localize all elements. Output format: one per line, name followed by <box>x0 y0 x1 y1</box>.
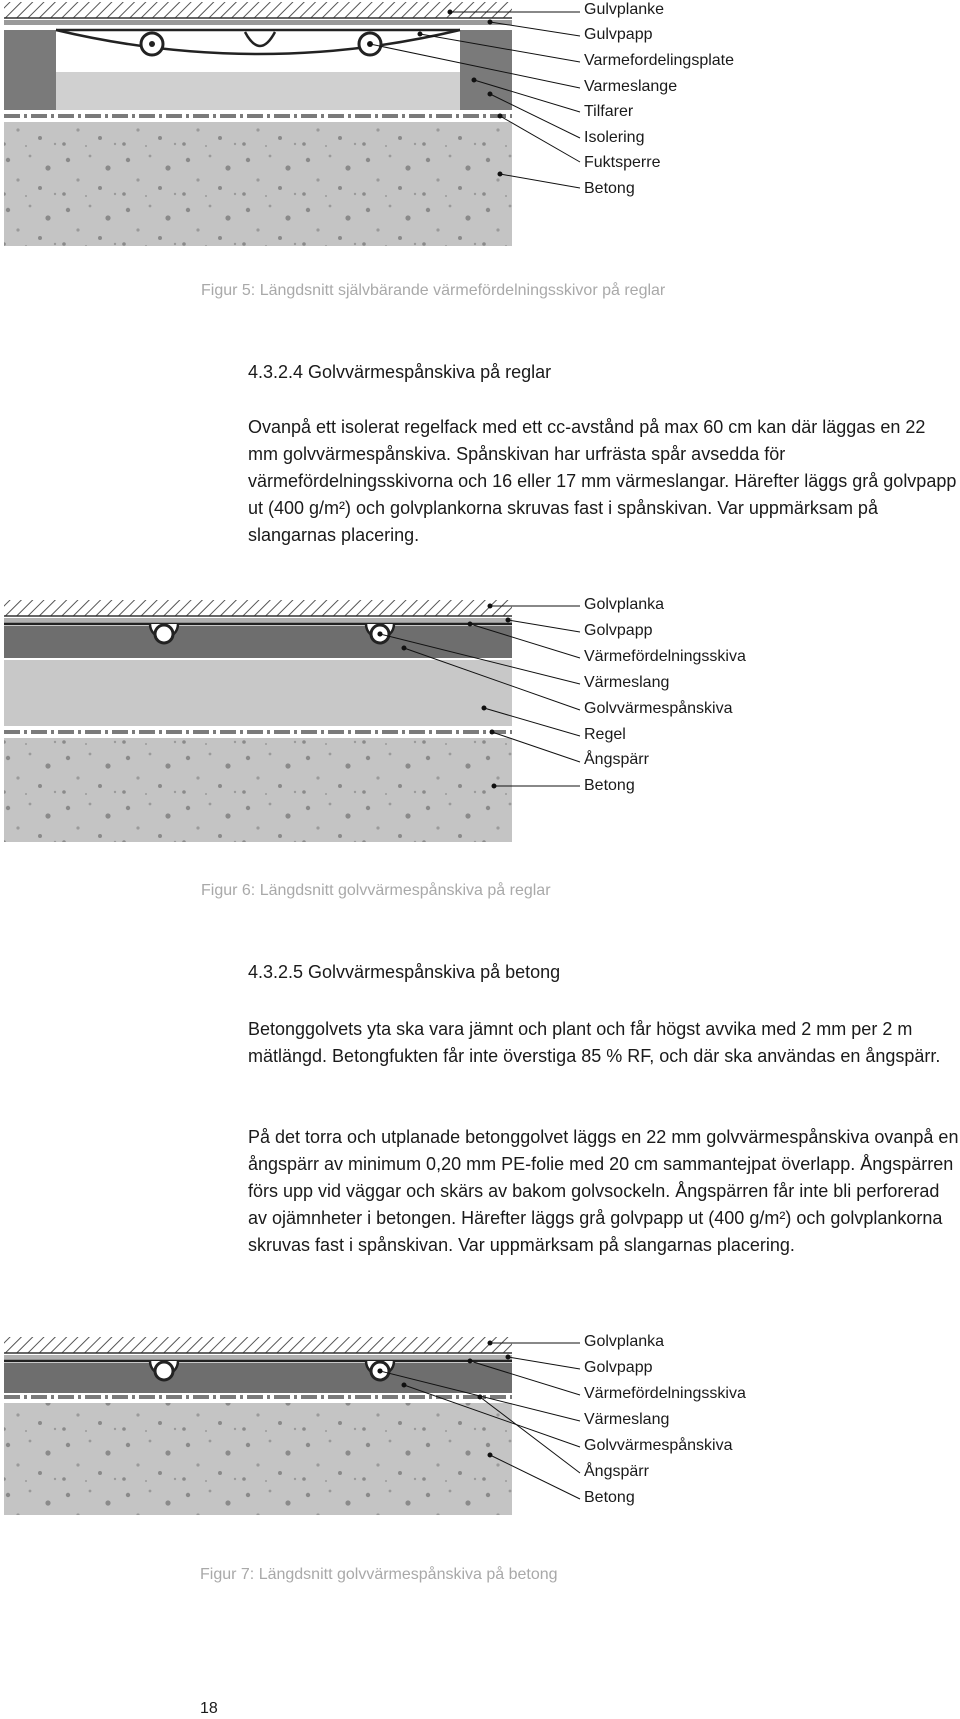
label-varmefordelingsplate: Varmefordelingsplate <box>584 52 735 69</box>
label-golvvarmespanskiva: Golvvärmespånskiva <box>584 700 733 717</box>
concrete <box>4 738 512 842</box>
concrete <box>4 122 512 246</box>
page-number: 18 <box>200 1700 218 1717</box>
label-angsparr: Ångspärr <box>584 1463 649 1480</box>
label-betong: Betong <box>584 777 635 794</box>
heating-board <box>4 626 512 658</box>
label-betong: Betong <box>584 1489 635 1506</box>
section-paragraph: Betonggolvets yta ska vara jämnt och plant och får högst avvika med 2 mm per 2 m mätlängd. Betongfukten får inte överstiga 85 % RF, och där ska användas en ångspärr. <box>248 1019 941 1066</box>
figure-6 <box>0 598 960 848</box>
section-heading: 4.3.2.4 Golvvärmespånskiva på reglar <box>248 362 552 382</box>
label-angsparr: Ångspärr <box>584 751 649 768</box>
heating-pipe <box>155 1362 173 1380</box>
label-varmeslange: Varmeslange <box>584 78 678 95</box>
figure-5-caption: Figur 5: Längdsnitt självbärande värmefördelningsskivor på reglar <box>201 282 666 299</box>
concrete <box>4 1403 512 1515</box>
section-paragraph: Ovanpå ett isolerat regelfack med ett cc-avstånd på max 60 cm kan där läggas en 22 mm golvvärmespånskiva. Spånskivan har urfrästa spår avsedda för värmefördelningsskivorna och 16 eller 17 mm värmeslangar. Härefter läggs grå golvpapp ut (400 g/m²) och golvplankorna skruvas fast i spånskivan. Var uppmärksam på slangarnas placering. <box>248 417 957 545</box>
heating-board <box>4 1363 512 1393</box>
label-varmeslang: Värmeslang <box>584 674 670 691</box>
floor-plank <box>4 2 512 18</box>
label-golvvarmespanskiva: Golvvärmespånskiva <box>584 1437 733 1454</box>
label-gulvpapp: Gulvpapp <box>584 26 653 43</box>
floor-paper <box>4 1355 512 1360</box>
label-varmefordelningsskiva: Värmefördelningsskiva <box>584 1385 746 1402</box>
figure-6-caption: Figur 6: Längdsnitt golvvärmespånskiva på reglar <box>201 882 551 899</box>
figure-6-diagram <box>0 598 960 848</box>
label-isolering: Isolering <box>584 129 645 146</box>
label-regel: Regel <box>584 726 626 743</box>
floor-plank <box>4 600 512 616</box>
pipe-groove <box>245 32 275 46</box>
section-paragraph: På det torra och utplanade betonggolvet läggs en 22 mm golvvärmespånskiva ovanpå en ångspärr av minimum 0,20 mm PE-folie med 20 cm sammantejpat överlapp. Ångspärren förs upp vid väggar och skärs av bakom golvsockeln. Ångspärren får inte bli perforerad av ojämnheter i betongen. Härefter läggs grå golvpapp ut (400 g/m²) och golvplankorna skruvas fast i spånskivan. Var uppmärksam på slangarnas placering. <box>248 1127 959 1255</box>
heating-pipe <box>155 625 173 643</box>
label-golvplanka: Golvplanka <box>584 1333 665 1350</box>
label-varmeslang: Värmeslang <box>584 1411 670 1428</box>
label-golvplanka: Golvplanka <box>584 596 665 613</box>
floor-paper <box>4 20 512 25</box>
label-golvpapp: Golvpapp <box>584 1359 653 1376</box>
figure-7-diagram <box>0 1335 960 1535</box>
label-varmefordelningsskiva: Värmefördelningsskiva <box>584 648 746 665</box>
joist <box>4 660 512 726</box>
figure-7-caption: Figur 7: Längdsnitt golvvärmespånskiva på betong <box>200 1566 558 1583</box>
label-golvpapp: Golvpapp <box>584 622 653 639</box>
insulation <box>56 72 460 110</box>
label-betong: Betong <box>584 180 635 197</box>
label-gulvplanke: Gulvplanke <box>584 1 665 18</box>
section-heading: 4.3.2.5 Golvvärmespånskiva på betong <box>248 962 561 982</box>
floor-paper <box>4 618 512 623</box>
figure-5-diagram <box>0 0 960 250</box>
joist-left <box>4 30 56 110</box>
floor-plank <box>4 1337 512 1353</box>
label-tilfarer: Tilfarer <box>584 103 634 120</box>
label-fuktsperre: Fuktsperre <box>584 154 661 171</box>
figure-7 <box>0 1335 960 1535</box>
figure-5 <box>0 0 960 250</box>
